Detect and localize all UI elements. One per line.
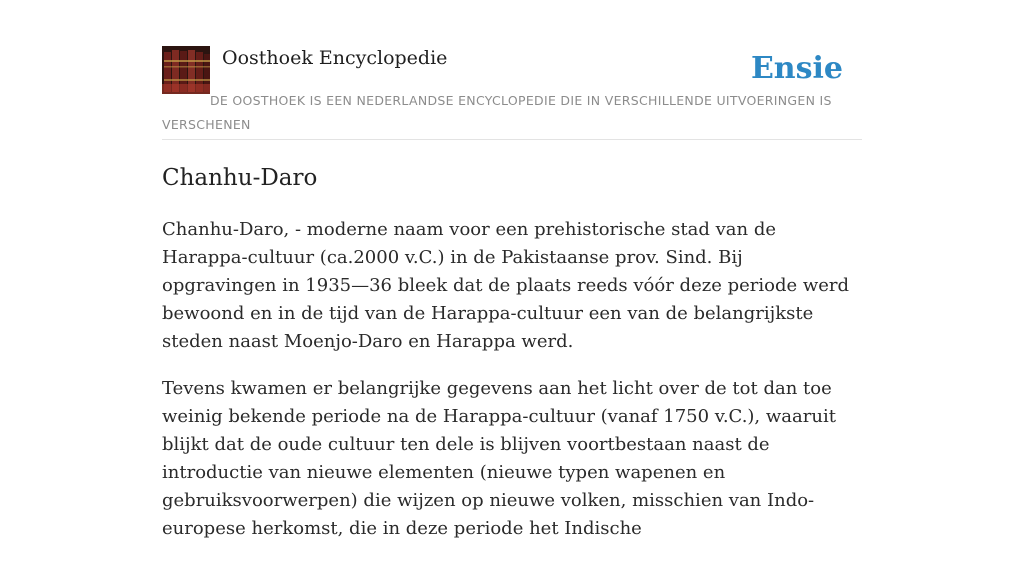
- site-header: [162, 46, 862, 140]
- brand-logo[interactable]: Ensie: [750, 51, 843, 86]
- site-tagline: DE OOSTHOEK IS EEN NEDERLANDSE ENCYCLOPEDIE DIE IN VERSCHILLENDE UITVOERINGEN IS VERSCHENEN: [162, 93, 832, 132]
- article-paragraph: Tevens kwamen er belangrijke gegevens aan het licht over de tot dan toe weinig bekende periode na de Harappa-cultuur (vanaf 1750 v.C.), waaruit blijkt dat de oude cultuur ten dele is blijven voortbestaan naast de introductie van nieuwe elementen (nieuwe typen wapenen en gebruiksvoorwerpen) die wijzen op nieuwe volken, misschien van Indo-europese herkomst, die in deze periode het Indische: [162, 378, 836, 539]
- article-paragraph: Chanhu-Daro, - moderne naam voor een prehistorische stad van de Harappa-cultuur (ca.2000 v.C.) in de Pakistaanse prov. Sind. Bij opgravingen in 1935—36 bleek dat de plaats reeds vóór deze periode werd bewoond en in de tijd van de Harappa-cultuur een van de belangrijkste steden naast Moenjo-Daro en Harappa werd.: [162, 219, 850, 352]
- article-body: [162, 216, 862, 562]
- article-title: Chanhu-Daro: [162, 165, 318, 191]
- avatar[interactable]: [162, 46, 210, 94]
- book-spines-icon: [162, 46, 210, 94]
- site-title[interactable]: Oosthoek Encyclopedie: [222, 47, 448, 69]
